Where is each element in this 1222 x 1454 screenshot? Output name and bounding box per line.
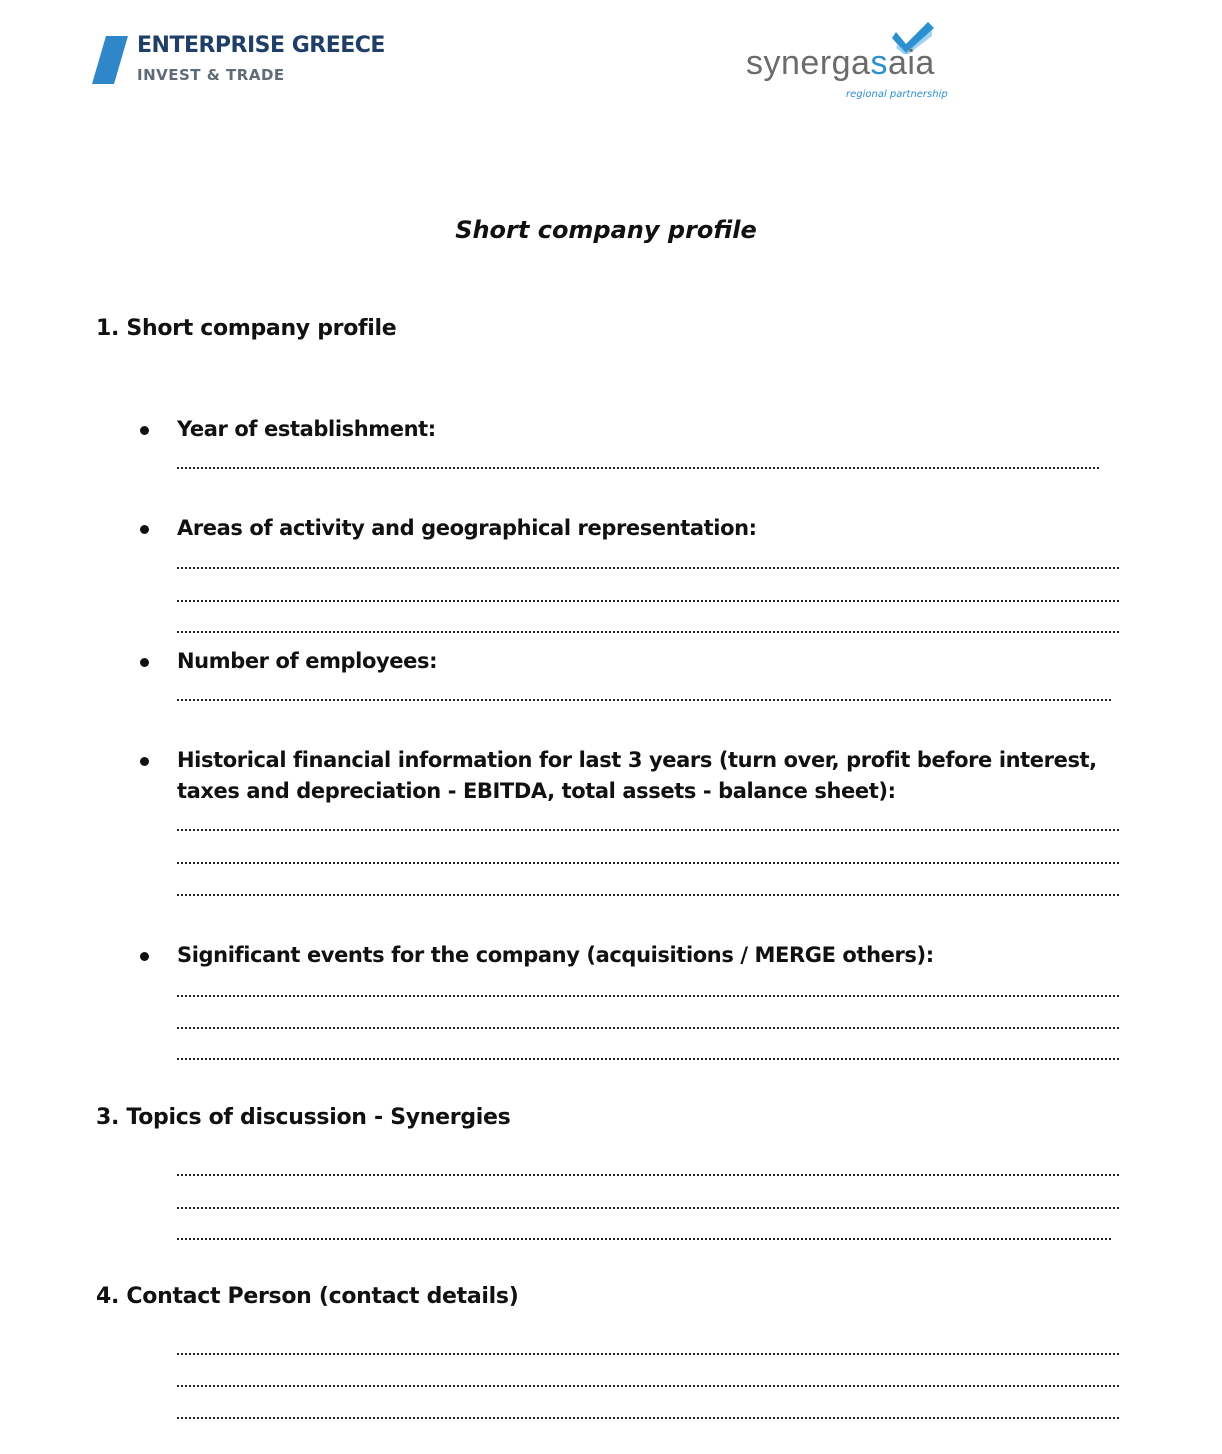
bullet-employees-label: Number of employees: <box>177 649 438 673</box>
bullet-financial-dot <box>140 757 149 766</box>
areas-fill-line-2[interactable] <box>177 600 1119 602</box>
synergasia-logo-text <box>746 44 935 83</box>
bullet-areas-dot <box>140 525 149 534</box>
document-title: Short company profile <box>455 216 757 244</box>
bullet-financial-label: Historical financial information for last 3 years (turn over, profit before interest, taxes and depreciation - EBITDA, total assets - balance sheet): <box>177 748 1097 803</box>
synergasia-logo-end: aia <box>887 44 935 82</box>
section-4-heading: 4. Contact Person (contact details) <box>96 1284 519 1309</box>
bullet-events-label: Significant events for the company (acquisitions / MERGE others): <box>177 943 934 967</box>
events-fill-line-3[interactable] <box>177 1058 1119 1060</box>
financial-fill-line-3[interactable] <box>177 894 1119 896</box>
areas-fill-line-1[interactable] <box>177 567 1119 569</box>
areas-fill-line-3[interactable] <box>177 631 1119 633</box>
topics-fill-line-3[interactable] <box>177 1238 1111 1240</box>
contact-fill-line-1[interactable] <box>177 1353 1119 1355</box>
bullet-year-dot <box>140 426 149 435</box>
bullet-areas-label: Areas of activity and geographical representation: <box>177 516 757 540</box>
enterprise-greece-logo-text: ENTERPRISE GREECE <box>137 33 385 58</box>
section-1-heading: 1. Short company profile <box>96 316 397 341</box>
financial-fill-line-1[interactable] <box>177 829 1119 831</box>
year-fill-line[interactable] <box>177 467 1099 469</box>
synergasia-tagline: regional partnership <box>846 89 948 100</box>
contact-fill-line-3[interactable] <box>177 1417 1119 1419</box>
enterprise-greece-slash-icon <box>92 36 128 84</box>
contact-fill-line-2[interactable] <box>177 1385 1119 1387</box>
section-3-heading: 3. Topics of discussion - Synergies <box>96 1105 511 1130</box>
topics-fill-line-2[interactable] <box>177 1207 1119 1209</box>
bullet-events-dot <box>140 952 149 961</box>
bullet-year-label: Year of establishment: <box>177 417 436 441</box>
events-fill-line-1[interactable] <box>177 995 1119 997</box>
events-fill-line-2[interactable] <box>177 1027 1119 1029</box>
financial-fill-line-2[interactable] <box>177 862 1119 864</box>
employees-fill-line[interactable] <box>177 699 1111 701</box>
synergasia-logo-main: synerga <box>746 44 871 82</box>
bullet-employees-dot <box>140 658 149 667</box>
synergasia-logo-accent: s <box>870 44 888 82</box>
topics-fill-line-1[interactable] <box>177 1174 1119 1176</box>
enterprise-greece-subtitle: INVEST & TRADE <box>137 66 285 84</box>
